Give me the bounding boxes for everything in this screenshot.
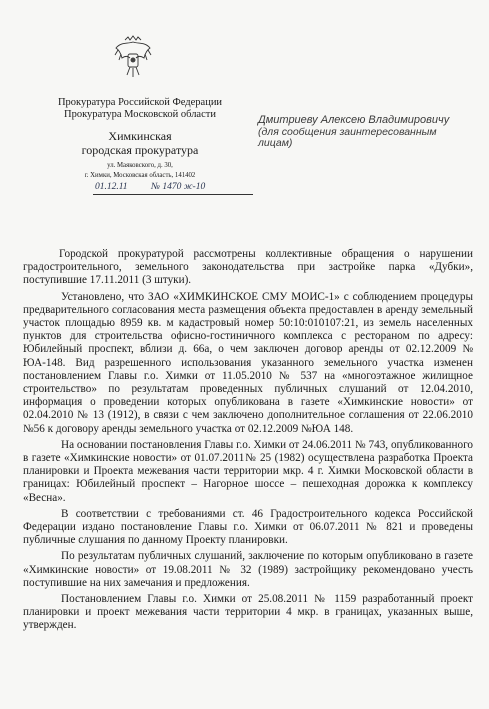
org-line-1: Прокуратура Российской Федерации [57, 97, 223, 108]
organization-name [30, 97, 250, 120]
body-paragraph-5: По результатам публичных слушаний, заключение по которым опубликовано в газете «Химкинские новости» от 19.08.2011 № 32 (1989) застройщику рекомендовано учесть поступившие на них замечания и предложения. [23, 550, 473, 589]
address-line-2: г. Химки, Московская область, 141402 [84, 171, 196, 179]
department-name [30, 129, 250, 157]
coat-of-arms-icon [113, 34, 153, 80]
body-paragraph-3: На основании постановления Главы г.о. Химки от 24.06.2011 № 743, опубликованного в газете «Химкинские новости» от 01.07.2011№ 25 (1982) осуществлена разработка Проекта планировки и Проекта межевания части территории мкр. 4 г. Химки Московской области в границах: Юбилейный проспект – Нагорное шоссе – пешеходная дорожка к комплексу «Весна». [23, 438, 473, 504]
recipient-note-1: (для сообщения заинтересованным [258, 125, 437, 138]
address-line-1: ул. Маяковского, д. 30, [107, 162, 173, 169]
address [30, 161, 250, 180]
recipient-block [258, 115, 478, 150]
body-paragraph-1: Городской прокуратурой рассмотрены коллективные обращения о нарушении градостроительного, земельного законодательства при застройке парка «Дубки», поступившие 17.11.2011 (3 штуки). [23, 248, 473, 287]
letter-body [23, 248, 473, 636]
org-line-2: Прокуратура Московской области [64, 108, 216, 120]
body-paragraph-4: В соответствии с требованиями ст. 46 Градостроительного кодекса Российской Федерации издано постановление Главы г.о. Химки от 06.07.2011 № 821 и проведены публичные слушания по данному Проекту планировки. [23, 507, 473, 547]
dept-line-2: городская прокуратура [81, 143, 199, 157]
recipient-name: Дмитриеву Алексею Владимировичу [258, 114, 450, 126]
body-paragraph-2: Установлено, что ЗАО «ХИМКИНСКОЕ СМУ МОИС-1» с соблюдением процедуры предварительного согласования места размещения объекта предоставлен в аренду земельный участок площадью 8959 кв. м кадастровый номер 50:10:010107:21, из земель населенных пунктов для строительства офисно-гостиничного комплекса с рестораном по адресу: Юбилейный проспект, вблизи д. 66а, о чем заключен договор аренды от 02.12.2009 № ЮА-148. Вид разрешенного использования указанного земельного участка изменен постановлением Главы г.о. Химки от 11.05.2010 № 537 на «многоэтажное жилищное строительство» по результатам проведенных публичных слушаний от 12.04.2010, информация о проведении которых опубликована в газете «Химкинские новости» от 02.04.2010 № 13 (1912), в связи с чем заключено дополнительное соглашения от 22.06.2010 №56 к договору аренды земельного участка от 02.12.2009 №ЮА 148. [23, 290, 473, 435]
registration-line [93, 182, 253, 196]
dept-line-1: Химкинская [108, 129, 172, 143]
registration-rule [93, 194, 253, 195]
registration-number: № 1470 ж-10 [151, 182, 206, 192]
recipient-note-2: лицам) [258, 137, 293, 149]
body-paragraph-6: Постановлением Главы г.о. Химки от 25.08.2011 № 1159 разработанный проект планировки и проект межевания части территории 4 мкр. в границах, указанных выше, утвержден. [23, 593, 473, 632]
registration-date: 01.12.11 [95, 182, 128, 192]
